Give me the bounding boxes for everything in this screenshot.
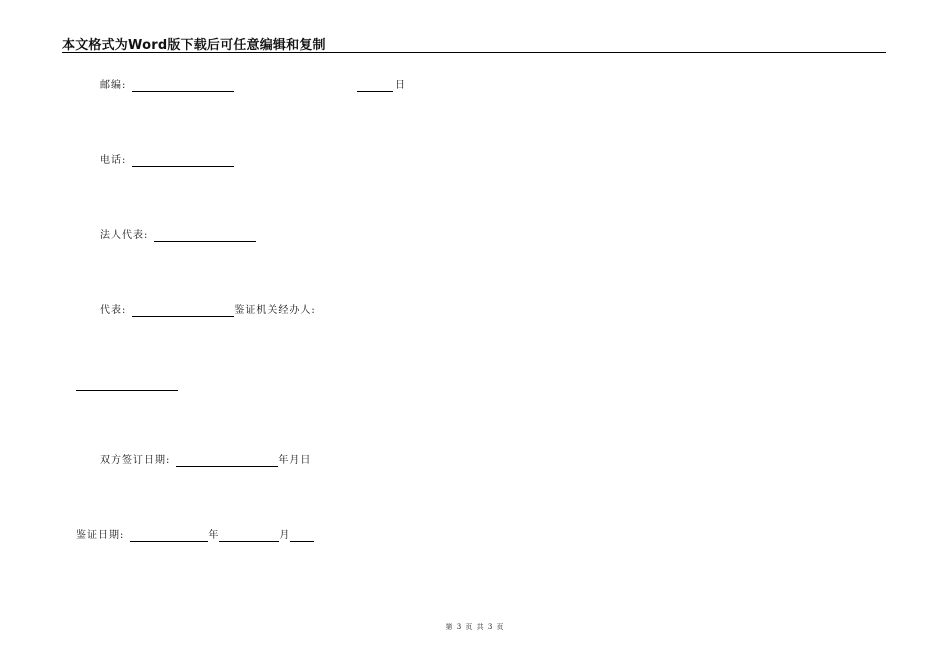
day-label: 日: [395, 80, 406, 91]
notary-month-blank[interactable]: [219, 530, 279, 542]
document-header-title: 本文格式为Word版下载后可任意编辑和复制: [62, 38, 326, 53]
rep-blank[interactable]: [132, 305, 234, 317]
phone-row: [100, 155, 234, 167]
sign-date-suffix: 年月日: [278, 455, 312, 466]
notary-date-label: 鉴证日期:: [76, 530, 125, 541]
day-blank[interactable]: [357, 80, 393, 92]
sign-date-label: 双方签订日期:: [100, 455, 171, 466]
rep-label: 代表:: [100, 305, 127, 316]
postcode-row: [100, 80, 234, 92]
postcode-blank[interactable]: [132, 80, 234, 92]
header-divider: [62, 52, 886, 53]
page-number-footer: 第 3 页 共 3 页: [445, 623, 505, 631]
notary-officer-label: 鉴证机关经办人:: [234, 305, 316, 316]
day-row: [357, 80, 406, 92]
notary-day-blank[interactable]: [290, 530, 314, 542]
sign-date-row: [100, 455, 311, 467]
phone-label: 电话:: [100, 155, 127, 166]
legal-rep-blank[interactable]: [154, 230, 256, 242]
rep-row: [100, 305, 316, 317]
notary-date-row: [76, 530, 314, 542]
phone-blank[interactable]: [132, 155, 234, 167]
sign-date-blank[interactable]: [176, 455, 278, 467]
legal-rep-label: 法人代表:: [100, 230, 149, 241]
postcode-label: 邮编:: [100, 80, 127, 91]
notary-officer-row: [76, 379, 178, 391]
notary-officer-blank[interactable]: [76, 379, 178, 391]
notary-year-blank[interactable]: [130, 530, 208, 542]
notary-month-label: 月: [279, 530, 291, 541]
notary-year-label: 年: [208, 530, 220, 541]
legal-rep-row: [100, 230, 256, 242]
